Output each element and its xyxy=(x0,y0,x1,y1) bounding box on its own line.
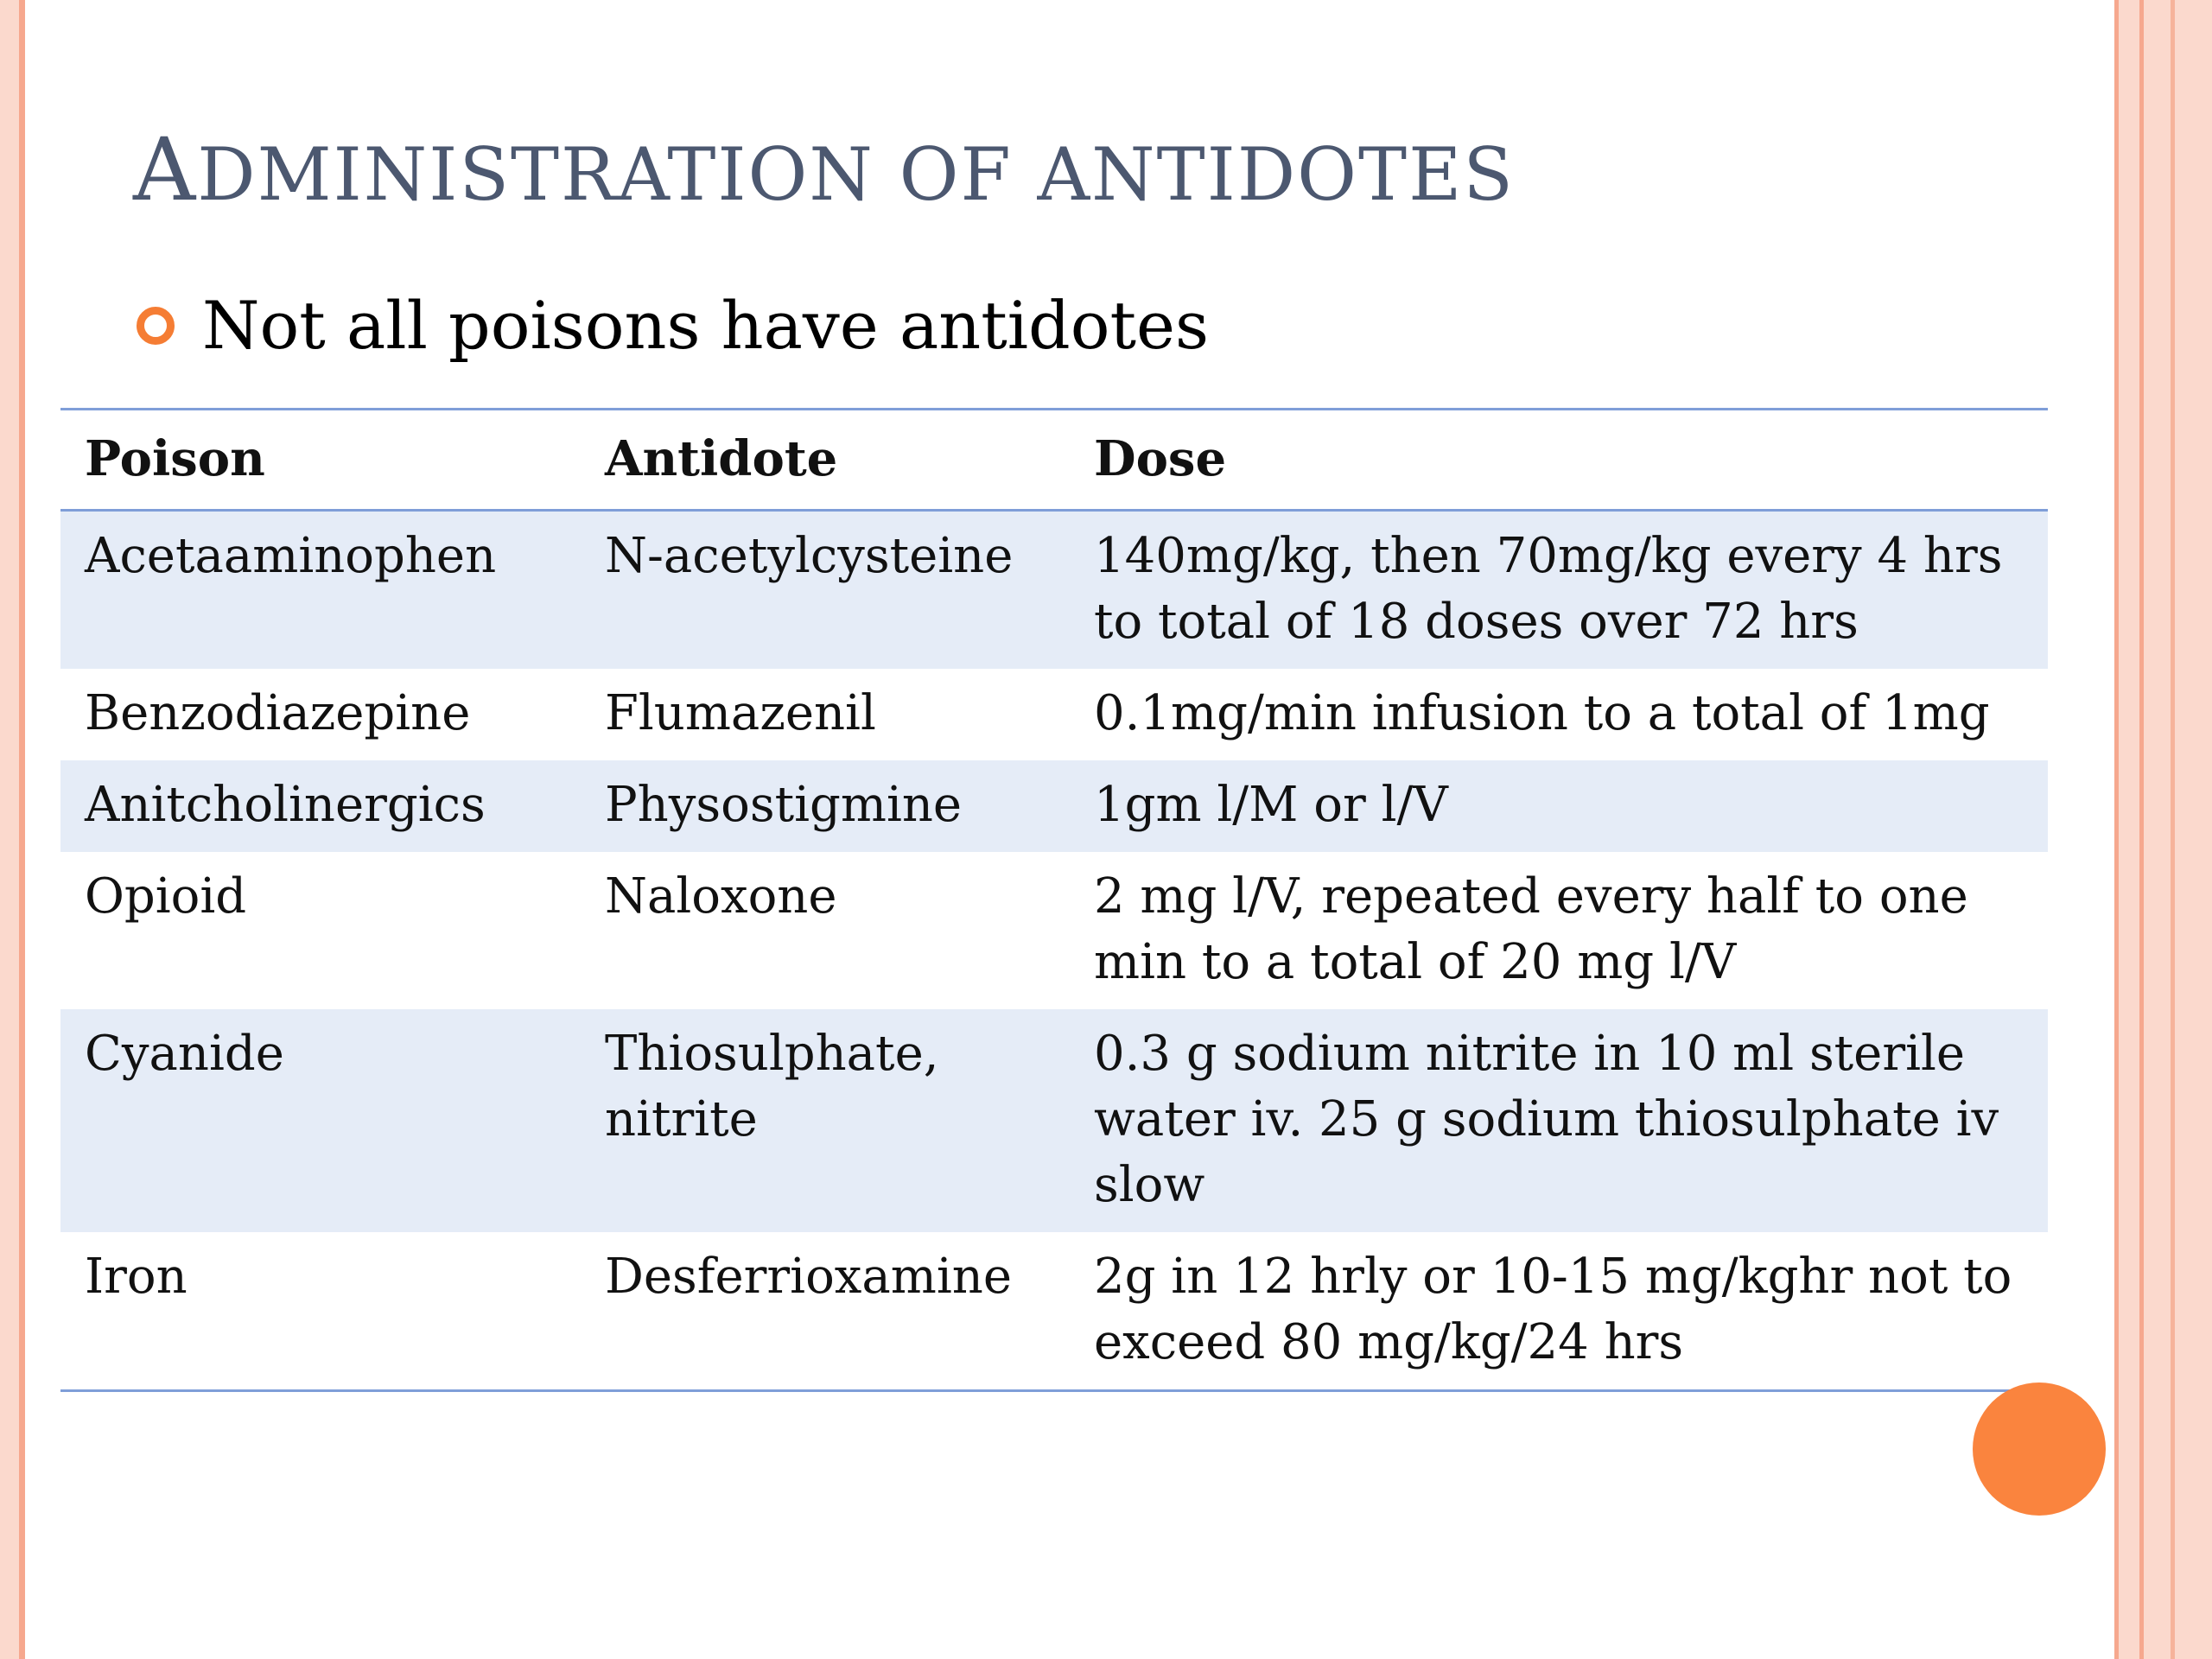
right-border-thin-line xyxy=(2171,0,2175,1659)
table-row xyxy=(60,1232,2048,1391)
antidote-cell: Desferrioxamine xyxy=(605,1249,1012,1305)
dose-cell: 0.1mg/min infusion to a total of 1mg xyxy=(1094,685,1990,741)
antidote-cell: Thiosulphate, nitrite xyxy=(605,1026,939,1147)
poison-cell: Cyanide xyxy=(85,1026,284,1082)
dose-cell: 2g in 12 hrly or 10-15 mg/kghr not to exceed 80 mg/kg/24 hrs xyxy=(1094,1249,2012,1370)
left-border-line xyxy=(19,0,25,1659)
table-row xyxy=(60,1009,2048,1232)
table-row xyxy=(60,669,2048,760)
antidote-cell: Flumazenil xyxy=(605,685,876,741)
poison-cell: Benzodiazepine xyxy=(85,685,471,741)
right-border-band-2 xyxy=(2144,0,2212,1659)
header-poison: Poison xyxy=(85,430,265,487)
dose-cell: 2 mg l/V, repeated every half to one min to a total of 20 mg l/V xyxy=(1094,868,1968,990)
slide-title xyxy=(133,119,1948,220)
antidote-cell: Physostigmine xyxy=(605,777,963,833)
bullet-item xyxy=(137,287,1209,364)
dose-cell: 1gm l/M or l/V xyxy=(1094,777,1448,833)
table-row xyxy=(60,760,2048,852)
accent-dot xyxy=(1973,1382,2106,1516)
slide-title-rest: DMINISTRATION OF ANTIDOTES xyxy=(197,132,1515,217)
antidote-cell: Naloxone xyxy=(605,868,837,925)
poison-cell: Anitcholinergics xyxy=(85,777,486,833)
antidote-cell: N-acetylcysteine xyxy=(605,528,1014,584)
bullet-text: Not all poisons have antidotes xyxy=(202,287,1209,364)
poison-cell: Iron xyxy=(85,1249,188,1305)
right-border-band xyxy=(2119,0,2139,1659)
header-dose: Dose xyxy=(1094,430,1227,487)
table-header-row xyxy=(60,410,2048,511)
poison-cell: Acetaaminophen xyxy=(85,528,497,584)
antidote-table xyxy=(60,408,2048,1392)
circle-bullet-icon xyxy=(137,307,175,345)
left-border-band xyxy=(0,0,19,1659)
table-row xyxy=(60,511,2048,670)
slide-title-initial: A xyxy=(133,119,198,220)
poison-cell: Opioid xyxy=(85,868,247,925)
dose-cell: 0.3 g sodium nitrite in 10 ml sterile water iv. 25 g sodium thiosulphate iv slow xyxy=(1094,1026,1999,1213)
table-row xyxy=(60,852,2048,1009)
dose-cell: 140mg/kg, then 70mg/kg every 4 hrs to total of 18 doses over 72 hrs xyxy=(1094,528,2003,650)
header-antidote: Antidote xyxy=(605,430,838,487)
